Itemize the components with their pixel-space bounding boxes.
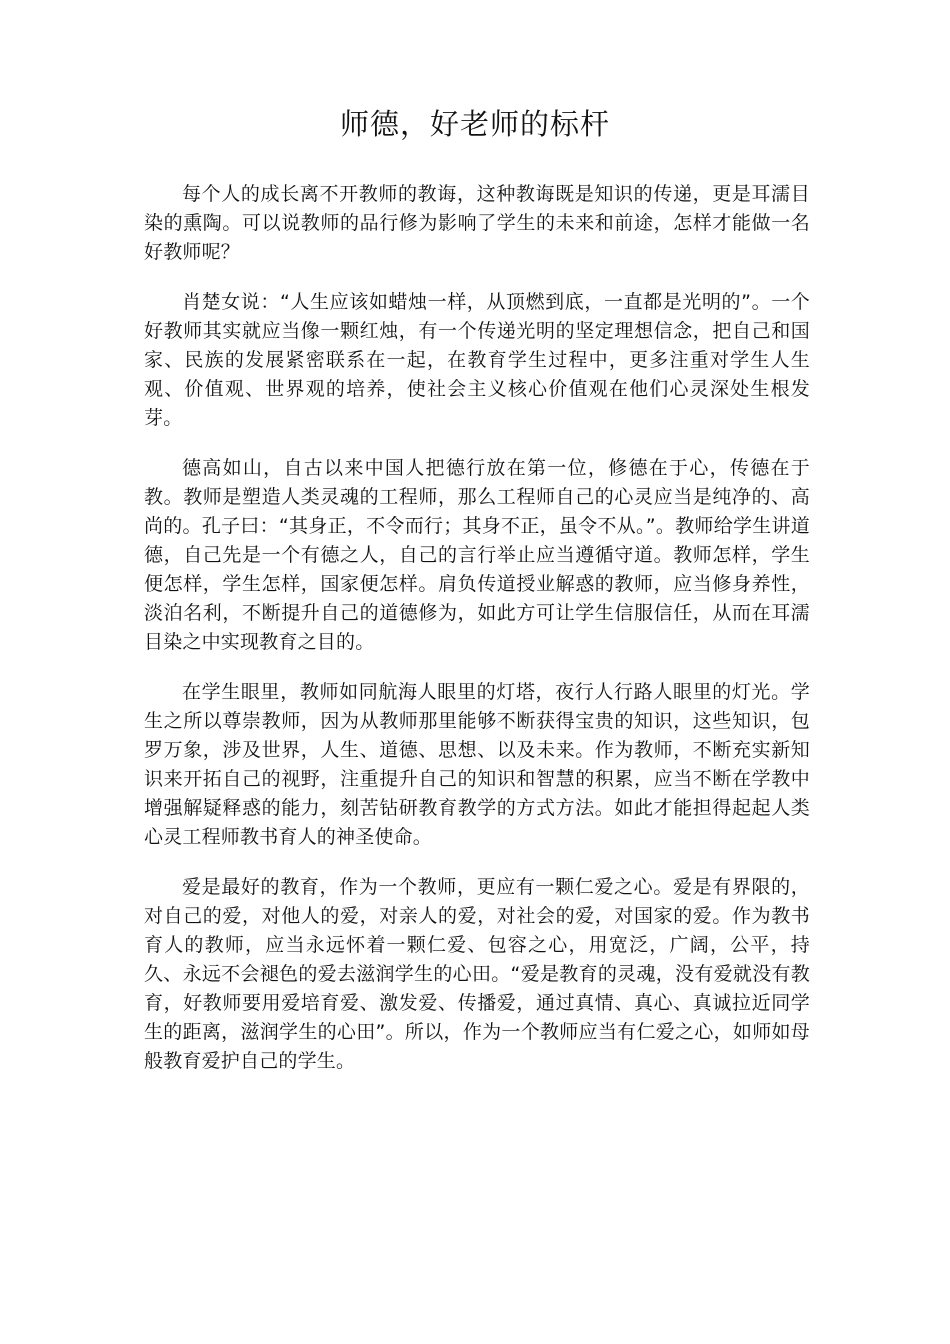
paragraph-3: 德高如山，自古以来中国人把德行放在第一位，修德在于心，传德在于教。教师是塑造人类灵魂的工程师，那么工程师自己的心灵应当是纯净的、高尚的。孔子曰：“其身正，不令而行；其身不正，虽令不从。”。教师给学生讲道德，自己先是一个有德之人，自己的言行举止应当遵循守道。教师怎样，学生便怎样，学生怎样，国家便怎样。肩负传道授业解惑的教师，应当修身养性，淡泊名利，不断提升自己的道德修为，如此方可让学生信服信任，从而在耳濡目染之中实现教育之目的。 <box>144 457 810 653</box>
paragraph-4: 在学生眼里，教师如同航海人眼里的灯塔，夜行人行路人眼里的灯光。学生之所以尊崇教师，因为从教师那里能够不断获得宝贵的知识，这些知识，包罗万象，涉及世界，人生、道德、思想、以及未来。作为教师，不断充实新知识来开拓自己的视野，注重提升自己的知识和智慧的积累，应当不断在学教中增强解疑释惑的能力，刻苦钻研教育教学的方式方法。如此才能担得起起人类心灵工程师教书育人的神圣使命。 <box>144 681 810 848</box>
document-title: 师德，好老师的标杆 <box>339 107 610 141</box>
paragraph-1: 每个人的成长离不开教师的教诲，这种教诲既是知识的传递，更是耳濡目染的熏陶。可以说教师的品行修为影响了学生的未来和前途，怎样才能做一名好教师呢？ <box>144 183 810 263</box>
paragraph-5: 爱是最好的教育，作为一个教师，更应有一颗仁爱之心。爱是有界限的，对自己的爱，对他人的爱，对亲人的爱，对社会的爱，对国家的爱。作为教书育人的教师，应当永远怀着一颗仁爱、包容之心，用宽泛，广阔，公平，持久、永远不会褪色的爱去滋润学生的心田。“爱是教育的灵魂，没有爱就没有教育，好教师要用爱培育爱、激发爱、传播爱，通过真情、真心、真诚拉近同学生的距离，滋润学生的心田”。所以，作为一个教师应当有仁爱之心，如师如母般教育爱护自己的学生。 <box>144 876 810 1072</box>
document-body <box>144 180 810 1097</box>
paragraph-2: 肖楚女说：“人生应该如蜡烛一样，从顶燃到底，一直都是光明的”。一个好教师其实就应当像一颗红烛，有一个传递光明的坚定理想信念，把自己和国家、民族的发展紧密联系在一起，在教育学生过程中，更多注重对学生人生观、价值观、世界观的培养，使社会主义核心价值观在他们心灵深处生根发芽。 <box>144 291 810 429</box>
